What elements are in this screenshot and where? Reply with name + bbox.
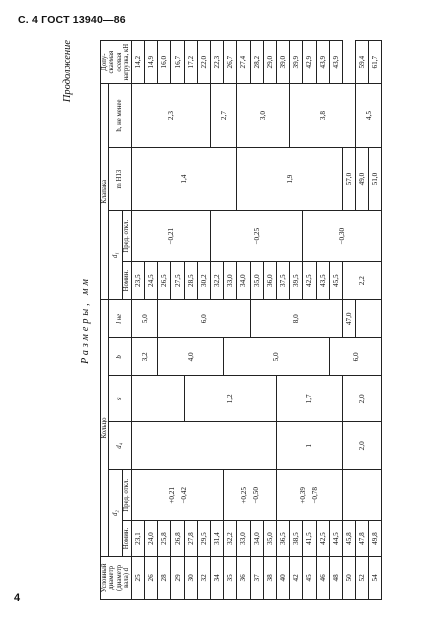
cell-h: 4,5 <box>356 84 382 148</box>
cell-axial: 43,9 <box>329 41 342 84</box>
cell-d2: 26,8 <box>171 521 184 557</box>
cell-d1: 39,5 <box>290 262 303 300</box>
col-s: s <box>109 376 131 422</box>
cell-d2: 27,8 <box>184 521 197 557</box>
cell-d: 35 <box>224 556 237 599</box>
page-number: 4 <box>14 592 21 604</box>
cell-axial: 57,0 <box>342 147 355 211</box>
cell-d1-tol: −0,21 <box>131 211 210 262</box>
col-l: l не <box>109 300 131 338</box>
cell-axial: 26,7 <box>224 41 237 84</box>
cell-s: 1,7 <box>276 376 342 422</box>
col-d2-tol: Пред. откл. <box>123 470 131 521</box>
cell-d1: 26,5 <box>158 262 171 300</box>
cell-h: 3,0 <box>237 84 290 148</box>
col-h: h, не менее <box>109 84 131 148</box>
cell-axial: 29,0 <box>263 41 276 84</box>
cell-l: 8,0 <box>250 300 342 338</box>
cell-d: 36 <box>237 556 250 599</box>
cell-m: 2,2 <box>342 262 382 300</box>
cell-d2: 49,8 <box>369 521 382 557</box>
cell-d: 32 <box>197 556 210 599</box>
cell-b: 6,0 <box>329 338 382 376</box>
cell-axial: 61,7 <box>369 41 382 84</box>
cell-b: 4,0 <box>158 338 224 376</box>
cell-d1: 45,5 <box>329 262 342 300</box>
cell-d2-tol: +0,39 −0,78 <box>276 470 342 521</box>
cell-b: 5,0 <box>224 338 330 376</box>
cell-axial: 14,9 <box>145 41 158 84</box>
cell-d: 34 <box>211 556 224 599</box>
cell-d: 25 <box>131 556 144 599</box>
cell-l: 5,0 <box>131 300 157 338</box>
cell-d1: 32,2 <box>211 262 224 300</box>
col-m: m H13 <box>109 147 131 211</box>
cell-d: 42 <box>290 556 303 599</box>
cell-d: 29 <box>171 556 184 599</box>
cell-m: 1,9 <box>237 147 343 211</box>
cell-d: 26 <box>145 556 158 599</box>
cell-d1: 43,5 <box>316 262 329 300</box>
col-d2-nomin: Номин. <box>123 521 131 557</box>
cell-d1: 30,2 <box>197 262 210 300</box>
cell-d2: 24,0 <box>145 521 158 557</box>
cell-d1: 33,0 <box>224 262 237 300</box>
cell-h: 2,7 <box>211 84 237 148</box>
cell-d2: 34,0 <box>250 521 263 557</box>
cell-d: 46 <box>316 556 329 599</box>
cell-d2: 36,5 <box>276 521 289 557</box>
cell-d1: 28,5 <box>184 262 197 300</box>
group-key: Клапака <box>101 84 109 300</box>
cell-d: 30 <box>184 556 197 599</box>
cell-d2: 41,5 <box>303 521 316 557</box>
cell-s <box>131 376 184 422</box>
cell-d1: 27,5 <box>171 262 184 300</box>
cell-d: 40 <box>276 556 289 599</box>
cell-d1: 23,5 <box>131 262 144 300</box>
cell-axial: 22,3 <box>211 41 224 84</box>
cell-d: 38 <box>263 556 276 599</box>
cell-d1: 24,5 <box>145 262 158 300</box>
cell-d4: 1 <box>276 422 342 470</box>
col-d2: d₂ <box>109 470 123 556</box>
cell-l: 6,0 <box>158 300 250 338</box>
table-row <box>131 41 144 600</box>
col-d4: d₄ <box>109 422 131 470</box>
cell-d2: 23,1 <box>131 521 144 557</box>
cell-axial: 16,0 <box>158 41 171 84</box>
cell-d4: 2,0 <box>342 422 382 470</box>
page-header: С. 4 ГОСТ 13940—86 <box>18 14 126 26</box>
cell-d2: 33,0 <box>237 521 250 557</box>
cell-axial: 27,4 <box>237 41 250 84</box>
continued-label: Продолжение <box>62 40 73 103</box>
cell-d2: 42,5 <box>316 521 329 557</box>
cell-d1-tol: −0,25 <box>211 211 303 262</box>
dimensions-table <box>100 40 382 600</box>
cell-s: 1,2 <box>184 376 276 422</box>
cell-axial: 28,2 <box>250 41 263 84</box>
cell-d1: 51,0 <box>369 147 382 211</box>
cell-axial: 59,4 <box>356 41 369 84</box>
cell-d2: 29,5 <box>197 521 210 557</box>
cell-d4 <box>131 422 276 470</box>
cell-axial: 43,9 <box>316 41 329 84</box>
cell-d1: 47,0 <box>342 300 355 338</box>
cell-d1: 42,5 <box>303 262 316 300</box>
cell-d2-tol: +0,25 −0,50 <box>224 470 277 521</box>
cell-s: 2,0 <box>342 376 382 422</box>
cell-axial: 22,0 <box>197 41 210 84</box>
cell-d2: 47,8 <box>356 521 369 557</box>
col-d1: d₁ <box>109 211 123 300</box>
cell-b: 3,2 <box>131 338 157 376</box>
cell-d: 50 <box>342 556 355 599</box>
cell-d: 54 <box>369 556 382 599</box>
cell-d2: 25,8 <box>158 521 171 557</box>
cell-axial: 17,2 <box>184 41 197 84</box>
table-title: Размеры, мм <box>80 276 91 364</box>
col-axial-load: Допу- скаемая осевая нагрузка, кН <box>101 41 132 84</box>
cell-d1: 34,0 <box>237 262 250 300</box>
cell-d2-tol: +0,21 −0,42 <box>131 470 223 521</box>
cell-d: 52 <box>356 556 369 599</box>
cell-axial: 14,2 <box>131 41 144 84</box>
cell-d1: 36,0 <box>263 262 276 300</box>
cell-m: 1,4 <box>131 147 237 211</box>
cell-d1: 49,0 <box>356 147 369 211</box>
cell-d: 37 <box>250 556 263 599</box>
cell-d1: 37,5 <box>276 262 289 300</box>
cell-l <box>356 300 382 338</box>
cell-d2: 45,8 <box>342 521 355 557</box>
cell-d2: 31,4 <box>211 521 224 557</box>
cell-d2: 35,0 <box>263 521 276 557</box>
cell-d: 45 <box>303 556 316 599</box>
cell-axial: 39,0 <box>276 41 289 84</box>
cell-d2-tol-empty <box>342 470 382 521</box>
col-d1-tol: Пред. откл. <box>123 211 131 262</box>
group-ring: Кольцо <box>101 300 109 557</box>
cell-d2: 38,5 <box>290 521 303 557</box>
col-d1-nomin: Номин. <box>123 262 131 300</box>
cell-axial: 16,7 <box>171 41 184 84</box>
cell-d2: 44,5 <box>329 521 342 557</box>
cell-h: 3,8 <box>290 84 356 148</box>
cell-h: 2,3 <box>131 84 210 148</box>
cell-axial: 42,9 <box>303 41 316 84</box>
rotated-table-area <box>62 40 423 600</box>
cell-axial: 39,9 <box>290 41 303 84</box>
cell-d2: 32,2 <box>224 521 237 557</box>
cell-d: 48 <box>329 556 342 599</box>
cell-d: 28 <box>158 556 171 599</box>
col-b: b <box>109 338 131 376</box>
cell-d1: 35,0 <box>250 262 263 300</box>
cell-d1-tol: −0,30 <box>303 211 382 262</box>
col-nominal-diameter: Условный диаметр (диаметр вала) d <box>101 556 132 599</box>
